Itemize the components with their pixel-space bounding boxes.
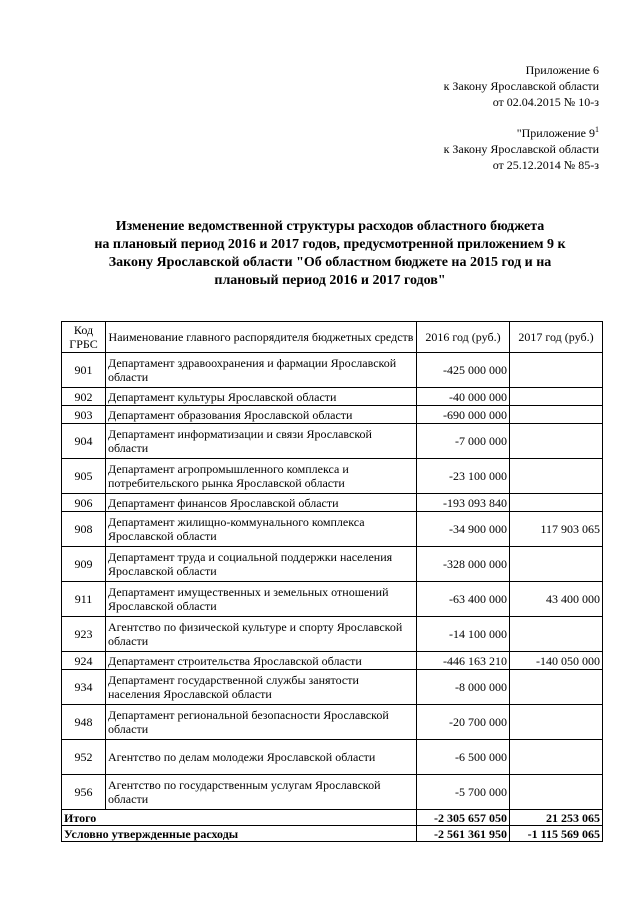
table-row bbox=[62, 512, 603, 547]
conditional-expenses-row bbox=[62, 826, 603, 842]
title-line: Закону Ярославской области "Об областном бюджете на 2015 год и на bbox=[108, 255, 552, 270]
cell-code: 908 bbox=[62, 512, 106, 547]
cell-code: 904 bbox=[62, 424, 106, 459]
cell-name: Департамент финансов Ярославской области bbox=[106, 494, 417, 512]
cell-2017: -140 050 000 bbox=[510, 652, 603, 670]
cell-2017 bbox=[510, 388, 603, 406]
table-row bbox=[62, 705, 603, 740]
cell-2017 bbox=[510, 424, 603, 459]
table-row bbox=[62, 494, 603, 512]
cell-2016: -7 000 000 bbox=[417, 424, 510, 459]
cell-2016: -20 700 000 bbox=[417, 705, 510, 740]
cell-code: 906 bbox=[62, 494, 106, 512]
cell-name: Департамент жилищно-коммунального комплекса Ярославской области bbox=[106, 512, 417, 547]
cell-code: 911 bbox=[62, 582, 106, 617]
cell-2017 bbox=[510, 547, 603, 582]
header-2016: 2016 год (руб.) bbox=[417, 322, 510, 353]
appendix-header bbox=[444, 62, 599, 110]
table-header-row bbox=[62, 322, 603, 353]
cell-2017 bbox=[510, 775, 603, 810]
table-row bbox=[62, 406, 603, 424]
cell-name: Агентство по делам молодежи Ярославской области bbox=[106, 740, 417, 775]
amended-law-date: от 25.12.2014 № 85-з bbox=[492, 158, 599, 172]
cell-name: Департамент строительства Ярославской области bbox=[106, 652, 417, 670]
total-row bbox=[62, 810, 603, 826]
cell-name: Департамент агропромышленного комплекса и потребительского рынка Ярославской области bbox=[106, 459, 417, 494]
cell-name: Департамент региональной безопасности Ярославской области bbox=[106, 705, 417, 740]
conditional-expenses-label: Условно утвержденные расходы bbox=[62, 826, 417, 842]
cell-code: 909 bbox=[62, 547, 106, 582]
cell-name: Агентство по государственным услугам Ярославской области bbox=[106, 775, 417, 810]
total-2016: -2 305 657 050 bbox=[417, 810, 510, 826]
title-line: на плановый период 2016 и 2017 годов, предусмотренной приложением 9 к bbox=[94, 237, 566, 252]
document-title bbox=[60, 218, 600, 290]
table-row bbox=[62, 388, 603, 406]
amended-law-reference: к Закону Ярославской области bbox=[443, 142, 599, 156]
cell-code: 923 bbox=[62, 617, 106, 652]
header-name: Наименование главного распорядителя бюджетных средств bbox=[106, 322, 417, 353]
title-line: плановый период 2016 и 2017 годов" bbox=[214, 273, 446, 288]
cell-2016: -40 000 000 bbox=[417, 388, 510, 406]
total-2017: 21 253 065 bbox=[510, 810, 603, 826]
budget-table bbox=[61, 321, 603, 842]
table-row bbox=[62, 459, 603, 494]
title-line: Изменение ведомственной структуры расходов областного бюджета bbox=[115, 219, 545, 234]
table-row bbox=[62, 775, 603, 810]
cell-2017 bbox=[510, 459, 603, 494]
cell-name: Департамент культуры Ярославской области bbox=[106, 388, 417, 406]
cell-2016: -193 093 840 bbox=[417, 494, 510, 512]
table-row bbox=[62, 353, 603, 388]
appendix-law-date: от 02.04.2015 № 10-з bbox=[492, 95, 599, 109]
cell-code: 905 bbox=[62, 459, 106, 494]
cell-2016: -5 700 000 bbox=[417, 775, 510, 810]
cell-2016: -34 900 000 bbox=[417, 512, 510, 547]
table-row bbox=[62, 617, 603, 652]
cell-code: 924 bbox=[62, 652, 106, 670]
cell-2017 bbox=[510, 617, 603, 652]
cell-code: 952 bbox=[62, 740, 106, 775]
conditional-expenses-2016: -2 561 361 950 bbox=[417, 826, 510, 842]
cell-2016: -425 000 000 bbox=[417, 353, 510, 388]
cell-2017 bbox=[510, 705, 603, 740]
cell-name: Департамент здравоохранения и фармации Ярославской области bbox=[106, 353, 417, 388]
cell-2017 bbox=[510, 494, 603, 512]
table-row bbox=[62, 424, 603, 459]
cell-2016: -6 500 000 bbox=[417, 740, 510, 775]
cell-2017 bbox=[510, 353, 603, 388]
cell-2016: -63 400 000 bbox=[417, 582, 510, 617]
cell-2016: -23 100 000 bbox=[417, 459, 510, 494]
cell-2016: -14 100 000 bbox=[417, 617, 510, 652]
cell-2016: -328 000 000 bbox=[417, 547, 510, 582]
appendix-number: Приложение 6 bbox=[525, 63, 599, 77]
table-row bbox=[62, 740, 603, 775]
cell-name: Департамент государственной службы занятости населения Ярославской области bbox=[106, 670, 417, 705]
total-label: Итого bbox=[62, 810, 417, 826]
amended-appendix-number: "Приложение $9^1$ bbox=[516, 125, 599, 140]
cell-code: 901 bbox=[62, 353, 106, 388]
appendix-law-reference: к Закону Ярославской области bbox=[443, 79, 599, 93]
cell-2016: -690 000 000 bbox=[417, 406, 510, 424]
table-row bbox=[62, 652, 603, 670]
amended-appendix-header bbox=[444, 125, 599, 173]
cell-code: 948 bbox=[62, 705, 106, 740]
superscript-index: 1 bbox=[595, 125, 599, 134]
cell-2017 bbox=[510, 740, 603, 775]
cell-name: Департамент информатизации и связи Ярославской области bbox=[106, 424, 417, 459]
cell-name: Агентство по физической культуре и спорту Ярославской области bbox=[106, 617, 417, 652]
cell-code: 956 bbox=[62, 775, 106, 810]
cell-name: Департамент труда и социальной поддержки населения Ярославской области bbox=[106, 547, 417, 582]
cell-2016: -8 000 000 bbox=[417, 670, 510, 705]
cell-2017: 117 903 065 bbox=[510, 512, 603, 547]
cell-code: 902 bbox=[62, 388, 106, 406]
cell-code: 934 bbox=[62, 670, 106, 705]
header-code: Код ГРБС bbox=[62, 322, 106, 353]
cell-code: 903 bbox=[62, 406, 106, 424]
cell-2017 bbox=[510, 406, 603, 424]
header-2017: 2017 год (руб.) bbox=[510, 322, 603, 353]
cell-name: Департамент образования Ярославской области bbox=[106, 406, 417, 424]
table-row bbox=[62, 547, 603, 582]
cell-2017: 43 400 000 bbox=[510, 582, 603, 617]
cell-name: Департамент имущественных и земельных отношений Ярославской области bbox=[106, 582, 417, 617]
cell-2017 bbox=[510, 670, 603, 705]
table-row bbox=[62, 582, 603, 617]
conditional-expenses-2017: -1 115 569 065 bbox=[510, 826, 603, 842]
table-row bbox=[62, 670, 603, 705]
cell-2016: -446 163 210 bbox=[417, 652, 510, 670]
